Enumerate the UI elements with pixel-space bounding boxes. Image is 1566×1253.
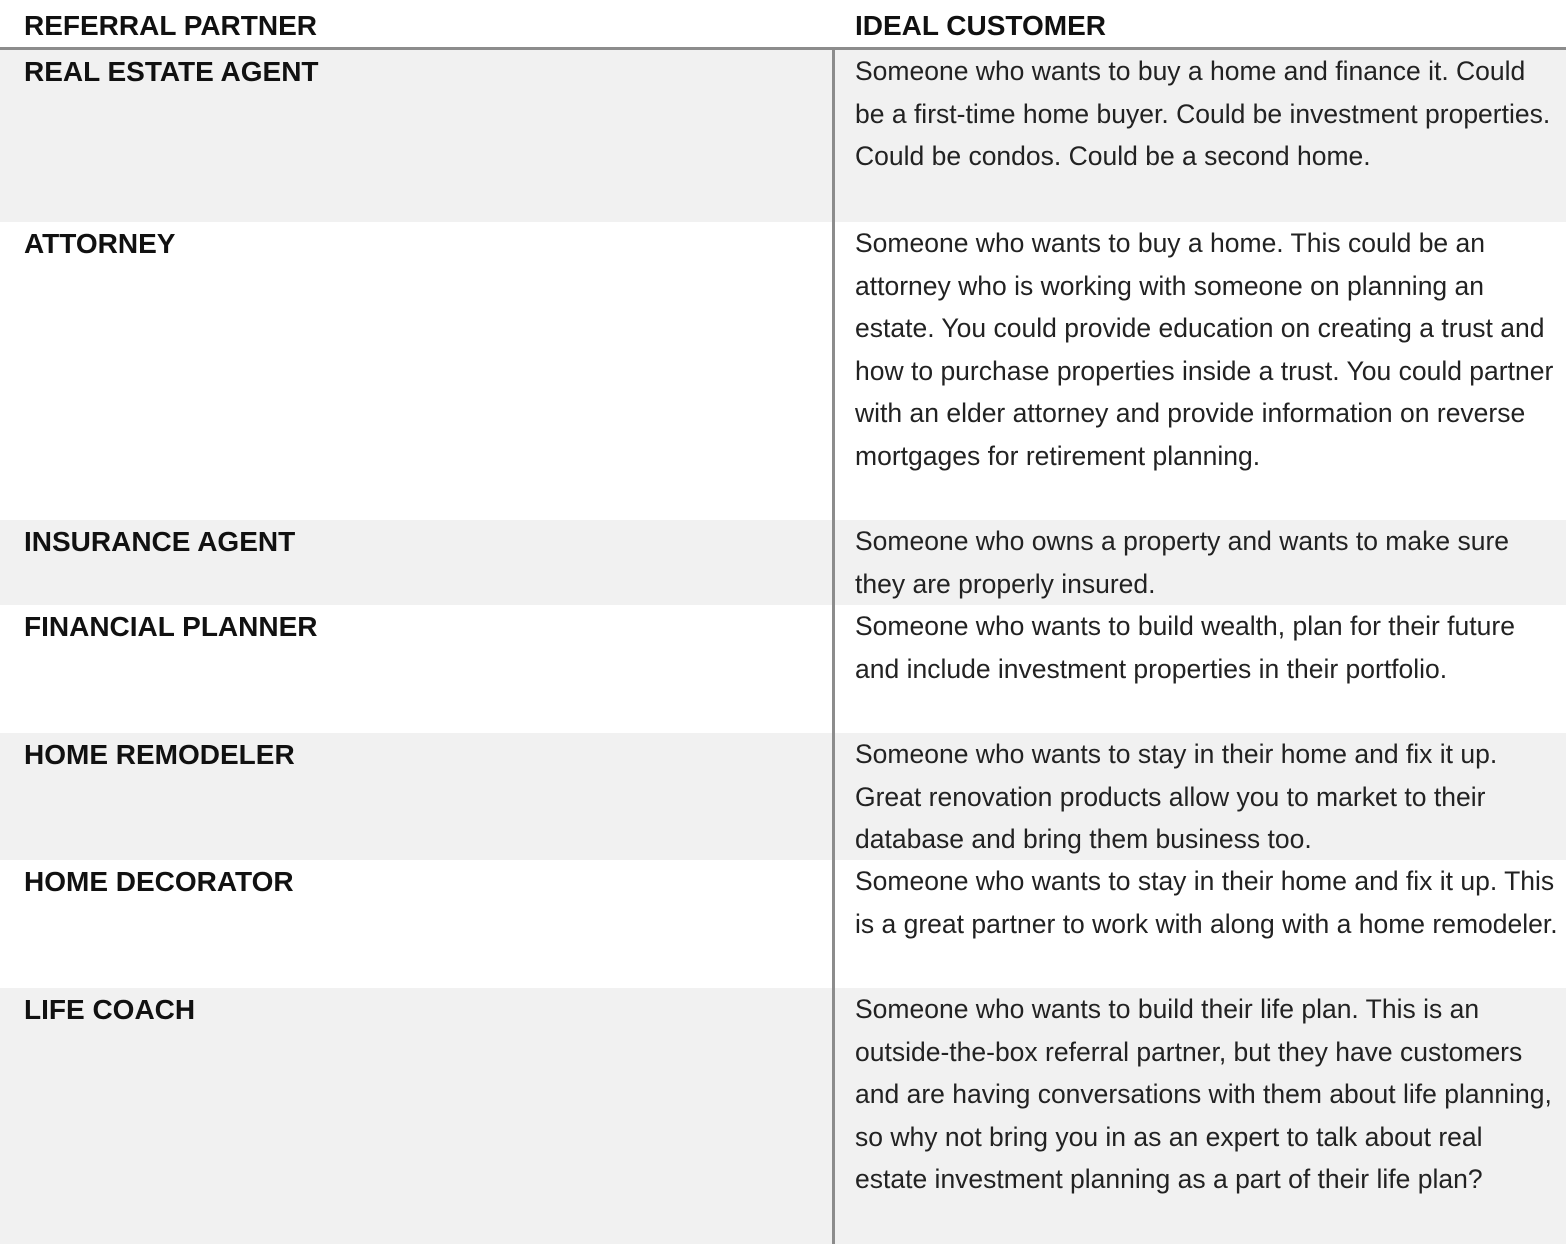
table-row — [0, 605, 1566, 733]
table-row — [0, 988, 1566, 1244]
customer-cell: Someone who wants to stay in their home and fix it up. Great renovation products allow you to market to their database and bring them business too. — [855, 739, 1498, 854]
customer-cell: Someone who wants to stay in their home and fix it up. This is a great partner to work with along with a home remodeler. — [855, 866, 1558, 939]
customer-cell: Someone who owns a property and wants to make sure they are properly insured. — [855, 526, 1510, 599]
table-row — [0, 50, 1566, 222]
partner-cell: FINANCIAL PLANNER — [0, 605, 835, 733]
partner-cell: REAL ESTATE AGENT — [0, 50, 835, 222]
customer-cell: Someone who wants to build wealth, plan for their future and include investment properties in their portfolio. — [855, 611, 1515, 684]
partner-cell: INSURANCE AGENT — [0, 520, 835, 605]
customer-cell: Someone who wants to buy a home. This could be an attorney who is working with someone on planning an estate. You could provide education on creating a trust and how to purchase properties inside a trust. You could partner with an elder attorney and provide information on reverse mortgages for retirement planning. — [855, 228, 1554, 471]
partner-cell: HOME DECORATOR — [0, 860, 835, 988]
partner-cell: HOME REMODELER — [0, 733, 835, 860]
table-row — [0, 222, 1566, 520]
table-row — [0, 860, 1566, 988]
header-referral-partner: REFERRAL PARTNER — [24, 10, 317, 41]
customer-cell: Someone who wants to build their life plan. This is an outside-the-box referral partner, but they have customers and are having conversations with them about life planning, so why not bring you in as an expert to talk about real estate investment planning as a part of their life plan? — [855, 994, 1552, 1194]
table-row — [0, 733, 1566, 860]
partner-cell: ATTORNEY — [0, 222, 835, 520]
customer-cell: Someone who wants to buy a home and finance it. Could be a first-time home buyer. Could be investment properties. Could be condos. Could be a second home. — [855, 56, 1551, 171]
table-row — [0, 520, 1566, 605]
partner-cell: LIFE COACH — [0, 988, 835, 1244]
table-header-row — [0, 0, 1566, 50]
header-ideal-customer: IDEAL CUSTOMER — [855, 10, 1106, 41]
